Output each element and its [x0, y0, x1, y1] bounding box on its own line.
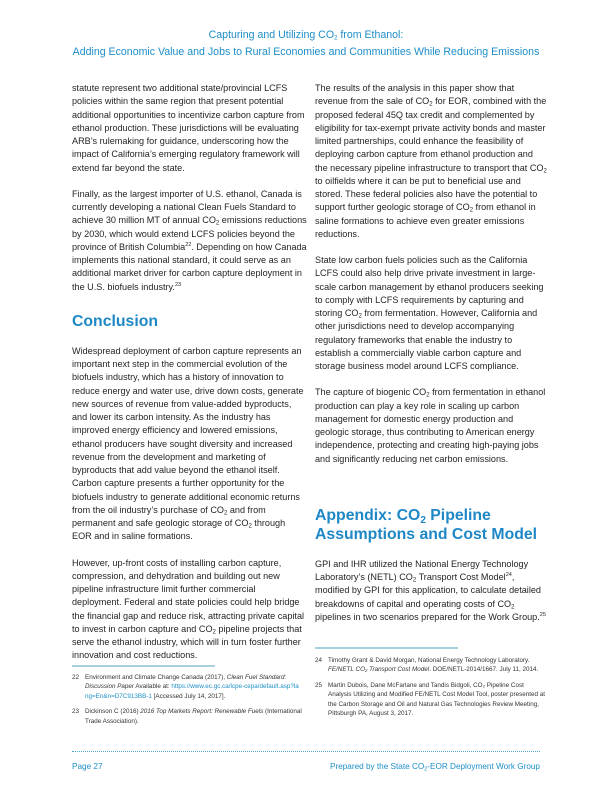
footer-divider: [72, 751, 540, 752]
section-heading-conclusion: Conclusion: [72, 312, 159, 330]
footnote-24: 24 Timothy Grant & David Morgan, National Energy Technology Laboratory. FE/NETL CO₂ Transport Cost Model. DOE/NETL-2014/1667. July 11, 2014.: [315, 657, 539, 674]
paragraph: Finally, as the largest importer of U.S. ethanol, Canada is currently developing a national Clean Fuels Standard to achieve 30 million MT of annual $CO_2$ emissions reductions by 2030, which would extend LCFS policies beyond the province of British Columbia$^{22}$. Depending on how Canada implements this national standard, it could serve as an additional market driver for carbon capture deployment in the U.S. biofuels industry.$^{23}$: [72, 188, 307, 292]
footnote-ref-23[interactable]: 23: [174, 281, 182, 288]
footnote-25: 25 Martin Dubois, Dane McFarlane and Tandis Bidgoli, CO₂ Pipeline Cost Analysis Utilizing and Modified FE/NETL Cost Model Tool, poster presented at the Carbon Storage and Oil and Natural Gas Technologies Review Meeting, Pittsburgh PA, August 3, 2017.: [315, 681, 545, 718]
footnote-link[interactable]: https://www.ec.gc.ca/lcpe-cepa/default.asp?lang=En&n=D7C913BB-1: [85, 683, 299, 700]
left-column: [72, 82, 307, 676]
paragraph: State low carbon fuels policies such as the California LCFS could also help drive private investment in large-scale carbon management by ethanol producers seeking to comply with LCFS requirements by capturing and storing $CO_2$ from fermentation. However, California and other jurisdictions need to develop accompanying regulatory frameworks that enable the industry to establish a commercially viable carbon capture and storage business model around LCFS compliance.: [315, 255, 544, 371]
footnote-ref-22[interactable]: 22: [185, 241, 192, 248]
footnote-ref-24[interactable]: 24: [505, 572, 512, 578]
footnote-ref-25[interactable]: 25: [539, 611, 546, 618]
header-title-line1: Capturing and Utilizing $CO_2$ from Ethanol:: [208, 29, 404, 42]
footer-credit: Prepared by the State $CO_2$-EOR Deployment Work Group: [330, 762, 540, 773]
paragraph: GPI and IHR utilized the National Energy Technology Laboratory’s (NETL) $CO_2$ Transport Cost Model$^{24}$, modified by GPI for this application, to calculate detailed breakdowns of capital and operating costs of $CO_2$ pipelines in two scenarios prepared for the Work Group.$^{25}$: [315, 558, 546, 622]
paragraph: The capture of biogenic $CO_2$ from fermentation in ethanol production can play a key role in scaling up carbon management for domestic energy production and geologic storage, thus contributing to American energy independence, protecting and creating high-paying jobs and significantly reducing net carbon emissions.: [315, 387, 546, 464]
footnote-divider-left: [72, 665, 215, 667]
section-heading-appendix: Appendix: $CO_2$ Pipeline Assumptions and Cost Model: [315, 506, 538, 543]
paragraph: Widespread deployment of carbon capture represents an important next step in the commercial evolution of the biofuels industry, which has a history of innovation to reduce energy and water use, drive down costs, generate new sources of revenue from value-added byproducts, and lower its carbon intensity. As the industry has improved energy efficiency and lowered emissions, ethanol producers have sought diversity and increased revenue from the development and marketing of byproducts that add value beyond the ethanol itself. Carbon capture presents a further opportunity for the biofuels industry to generate additional economic returns from the oil industry’s purchase of $CO_2$ and from permanent and safe geologic storage of $CO_2$ through EOR and in saline formations.: [72, 345, 304, 542]
header-title-line2: Adding Economic Value and Jobs to Rural Economies and Communities While Reducing Emissions: [72, 46, 540, 58]
footnote-divider-right: [315, 647, 458, 649]
paragraph: statute represent two additional state/provincial LCFS policies within the same region that present potential additional opportunities to incentivize carbon capture from ethanol production. These jurisdictions will be evaluating ARB’s rulemaking for guidance, underscoring how the impact of California’s emerging regulatory framework will extend far beyond the state.: [72, 83, 305, 173]
footnotes-right: [315, 656, 545, 724]
footnote-22: 22 Environment and Climate Change Canada (2017), Clean Fuel Standard: Discussion Paper Available at: https://www.ec.gc.ca/lcpe-cepa/default.asp?lang=En&n=D7C913BB-1 [Accessed July 14, 2017].: [72, 674, 299, 700]
page-number: Page 27: [72, 762, 103, 771]
running-header: [0, 27, 612, 61]
footnote-23: 23 Dickinson C (2016) 2016 Top Markets Report: Renewable Fuels (International Trade Association).: [72, 708, 302, 725]
paragraph: The results of the analysis in this paper show that revenue from the sale of $CO_2$ for EOR, combined with the proposed federal 45Q tax credit and complemented by eligibility for tax-exempt private activity bonds and master limited partnerships, could enhance the feasibility of deploying carbon capture from ethanol production and the necessary pipeline infrastructure to transport that $CO_2$ to oilfields where it can be put to beneficial use and stored. These federal policies also have the potential to support further geologic storage of $CO_2$ from ethanol in saline formations to achieve even greater emissions reductions.: [315, 83, 547, 239]
paragraph: However, up-front costs of installing carbon capture, compression, and dehydration and building out new pipeline infrastructure limit further commercial deployment. Federal and state policies could help bridge the financial gap and reduce risk, attracting private capital to invest in carbon capture and $CO_2$ pipeline projects that serve the ethanol industry, which will in turn foster further innovation and cost reductions.: [72, 557, 305, 661]
right-column: [315, 82, 547, 637]
footnotes-left: [72, 673, 302, 732]
